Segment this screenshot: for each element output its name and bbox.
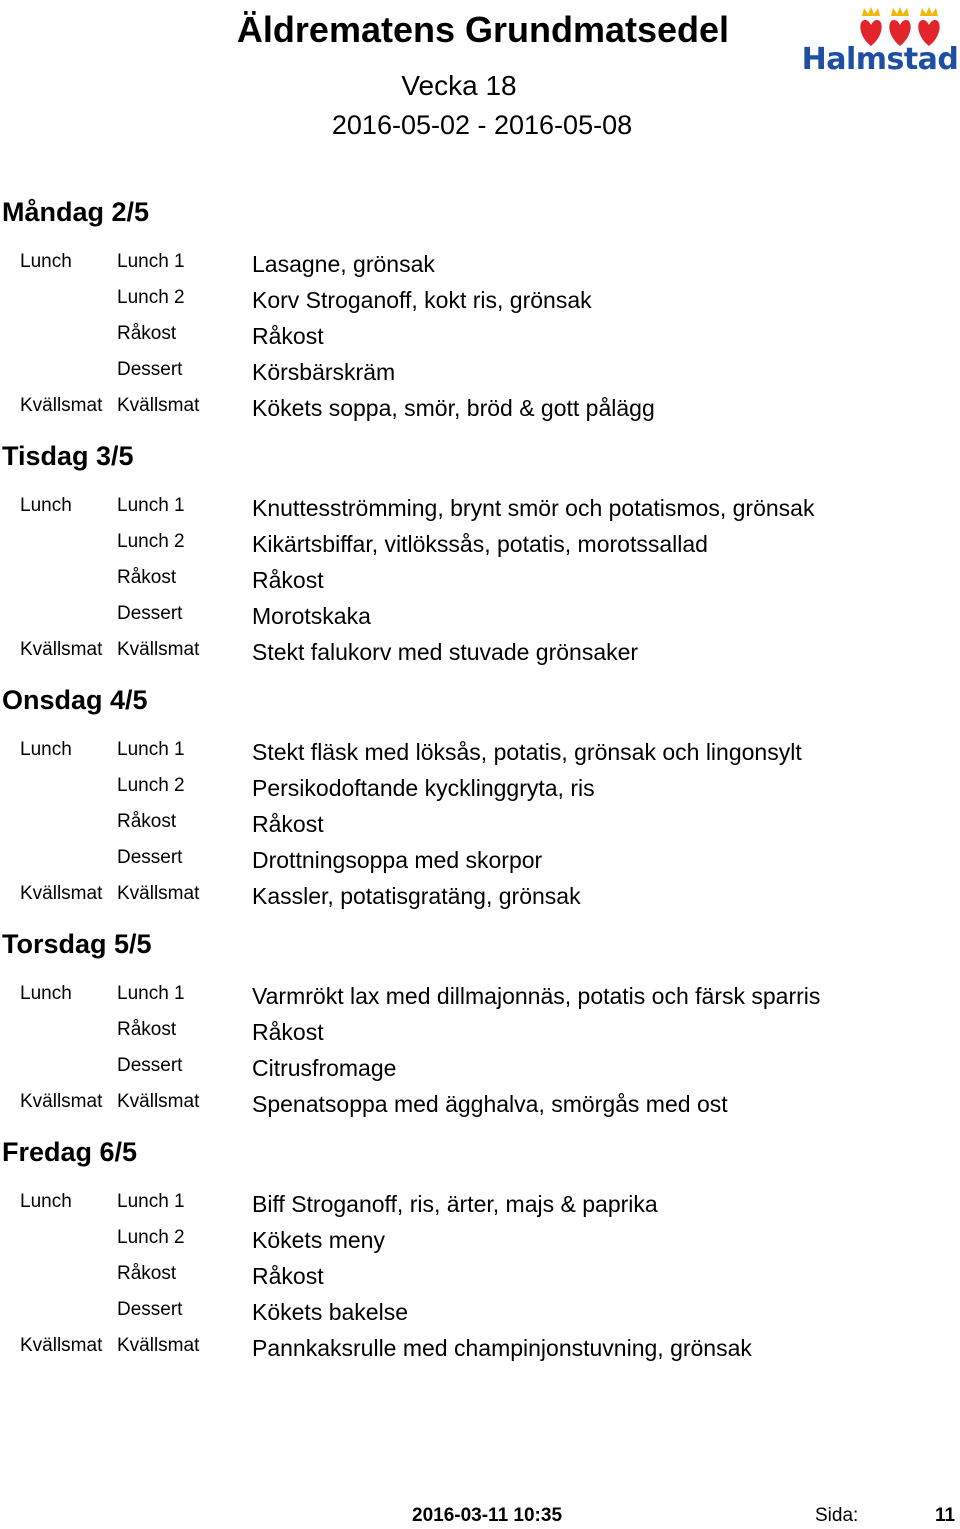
meal-type: Lunch bbox=[20, 983, 72, 1004]
menu-row bbox=[0, 807, 960, 841]
dish-name: Råkost bbox=[252, 567, 324, 593]
course-label: Dessert bbox=[117, 1055, 183, 1076]
halmstad-logo bbox=[800, 6, 960, 78]
course-label: Dessert bbox=[117, 1299, 183, 1320]
course-label: Lunch 1 bbox=[117, 495, 185, 516]
dish-name: Körsbärskräm bbox=[252, 359, 396, 385]
dish-name: Knuttesströmming, brynt smör och potatismos, grönsak bbox=[252, 495, 815, 521]
meal-type: Kvällsmat bbox=[20, 395, 103, 416]
course-label: Råkost bbox=[117, 1263, 177, 1284]
course-label: Lunch 2 bbox=[117, 1227, 185, 1248]
menu-row bbox=[0, 319, 960, 353]
dish-name: Kökets soppa, smör, bröd & gott pålägg bbox=[252, 395, 655, 421]
course-label: Råkost bbox=[117, 1019, 177, 1040]
dish-name: Persikodoftande kycklinggryta, ris bbox=[252, 775, 595, 801]
dish-name: Kikärtsbiffar, vitlökssås, potatis, morotssallad bbox=[252, 531, 708, 557]
course-label: Dessert bbox=[117, 359, 183, 380]
dish-name: Spenatsoppa med ägghalva, smörgås med ost bbox=[252, 1091, 728, 1117]
week-label: Vecka 18 bbox=[401, 70, 517, 101]
menu-row bbox=[0, 355, 960, 389]
dish-name: Kökets meny bbox=[252, 1227, 385, 1253]
meal-type: Kvällsmat bbox=[20, 639, 103, 660]
course-label: Lunch 2 bbox=[117, 287, 185, 308]
menu-row bbox=[0, 1295, 960, 1329]
page-title: Äldrematens Grundmatsedel bbox=[236, 9, 730, 50]
course-label: Lunch 1 bbox=[117, 739, 185, 760]
menu-row bbox=[0, 247, 960, 281]
menu-row bbox=[0, 599, 960, 633]
menu-row bbox=[0, 391, 960, 425]
course-label: Lunch 2 bbox=[117, 775, 185, 796]
dish-name: Citrusfromage bbox=[252, 1055, 397, 1081]
course-label: Dessert bbox=[117, 847, 183, 868]
page-number: 11 bbox=[935, 1505, 956, 1526]
course-label: Dessert bbox=[117, 603, 183, 624]
course-label: Lunch 2 bbox=[117, 531, 185, 552]
dish-name: Råkost bbox=[252, 323, 324, 349]
course-label: Lunch 1 bbox=[117, 983, 185, 1004]
menu-row bbox=[0, 1259, 960, 1293]
menu-row bbox=[0, 491, 960, 525]
dish-name: Pannkaksrulle med champinjonstuvning, grönsak bbox=[252, 1335, 752, 1361]
menu-row bbox=[0, 979, 960, 1013]
course-label: Kvällsmat bbox=[117, 395, 200, 416]
course-label: Kvällsmat bbox=[117, 639, 200, 660]
menu-row bbox=[0, 879, 960, 913]
day-heading: Tisdag 3/5 bbox=[2, 441, 134, 471]
menu-row bbox=[0, 1051, 960, 1085]
day-heading: Fredag 6/5 bbox=[2, 1137, 138, 1167]
course-label: Råkost bbox=[117, 323, 177, 344]
course-label: Kvällsmat bbox=[117, 1335, 200, 1356]
dish-name: Kassler, potatisgratäng, grönsak bbox=[252, 883, 581, 909]
meal-type: Kvällsmat bbox=[20, 1335, 103, 1356]
menu-row bbox=[0, 1331, 960, 1365]
print-timestamp: 2016-03-11 10:35 bbox=[412, 1505, 563, 1526]
course-label: Kvällsmat bbox=[117, 1091, 200, 1112]
course-label: Lunch 1 bbox=[117, 1191, 185, 1212]
dish-name: Varmrökt lax med dillmajonnäs, potatis och färsk sparris bbox=[252, 983, 821, 1009]
menu-row bbox=[0, 771, 960, 805]
day-heading: Torsdag 5/5 bbox=[2, 929, 152, 959]
menu-row bbox=[0, 1087, 960, 1121]
menu-row bbox=[0, 635, 960, 669]
menu-row bbox=[0, 1015, 960, 1049]
dish-name: Stekt falukorv med stuvade grönsaker bbox=[252, 639, 639, 665]
date-range: 2016-05-02 - 2016-05-08 bbox=[331, 110, 633, 140]
course-label: Kvällsmat bbox=[117, 883, 200, 904]
meal-type: Lunch bbox=[20, 495, 72, 516]
meal-type: Lunch bbox=[20, 739, 72, 760]
menu-row bbox=[0, 1187, 960, 1221]
menu-row bbox=[0, 527, 960, 561]
course-label: Råkost bbox=[117, 567, 177, 588]
meal-type: Lunch bbox=[20, 251, 72, 272]
dish-name: Drottningsoppa med skorpor bbox=[252, 847, 543, 873]
dish-name: Korv Stroganoff, kokt ris, grönsak bbox=[252, 287, 592, 313]
menu-row bbox=[0, 735, 960, 769]
dish-name: Lasagne, grönsak bbox=[252, 251, 435, 277]
dish-name: Biff Stroganoff, ris, ärter, majs & paprika bbox=[252, 1191, 658, 1217]
dish-name: Stekt fläsk med löksås, potatis, grönsak och lingonsylt bbox=[252, 739, 802, 765]
meal-type: Kvällsmat bbox=[20, 1091, 103, 1112]
menu-row bbox=[0, 283, 960, 317]
course-label: Råkost bbox=[117, 811, 177, 832]
dish-name: Råkost bbox=[252, 1263, 324, 1289]
day-heading: Onsdag 4/5 bbox=[2, 685, 148, 715]
dish-name: Råkost bbox=[252, 811, 324, 837]
logo-text: Halmstad bbox=[801, 42, 959, 77]
course-label: Lunch 1 bbox=[117, 251, 185, 272]
menu-row bbox=[0, 1223, 960, 1257]
day-heading: Måndag 2/5 bbox=[2, 197, 150, 227]
meal-type: Lunch bbox=[20, 1191, 72, 1212]
meal-type: Kvällsmat bbox=[20, 883, 103, 904]
dish-name: Råkost bbox=[252, 1019, 324, 1045]
page-label: Sida: bbox=[815, 1505, 859, 1526]
menu-row bbox=[0, 843, 960, 877]
dish-name: Morotskaka bbox=[252, 603, 371, 629]
dish-name: Kökets bakelse bbox=[252, 1299, 408, 1325]
menu-row bbox=[0, 563, 960, 597]
